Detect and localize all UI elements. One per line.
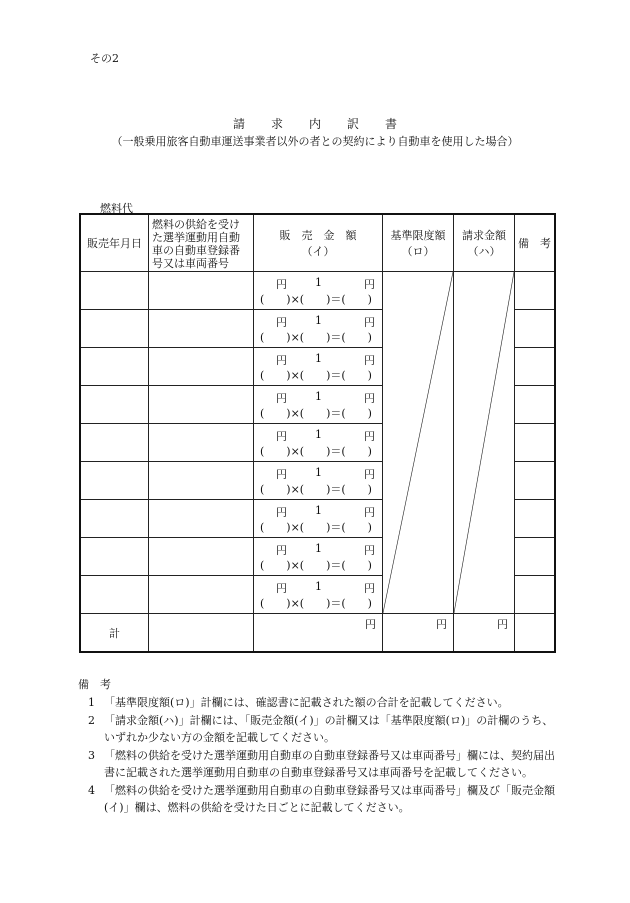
note-text: 「基準限度額(ロ)」計欄には、確認書に記載された額の合計を記載してください。 [104,696,509,709]
header-vehicle-line: 車の自動車登録番 [152,244,240,257]
amount-cell[interactable] [254,462,383,500]
amount-formula: ( )×( )＝( ) [260,407,372,420]
header-amount-sub: （イ） [301,245,335,258]
note-cell[interactable] [515,348,556,386]
amount-formula: ( )×( )＝( ) [260,369,372,382]
request-diagonal-cell [454,272,515,614]
yen-unit: 円 [436,618,447,631]
date-cell[interactable] [80,386,149,424]
yen-unit: 円 [364,468,375,481]
header-limit-label: 基準限度額 [390,229,446,242]
title-char: 書 [385,117,398,131]
unit-one: 1 [315,580,322,593]
total-label: 計 [80,614,149,653]
note-text: 「燃料の供給を受けた選挙運動用自動車の自動車登録番号又は車両番号」欄及び「販売金額(イ)」欄は、燃料の供給を受けた日ごとに記載してください。 [104,784,555,814]
vehicle-cell[interactable] [149,462,254,500]
header-vehicle [149,214,254,272]
note-item [88,694,558,711]
page-subtitle: （一般乗用旅客自動車運送事業者以外の者との契約により自動車を使用した場合） [111,135,519,148]
note-cell[interactable] [515,576,556,614]
yen-unit: 円 [276,506,287,519]
amount-cell[interactable] [254,538,383,576]
note-item [88,782,558,816]
amount-formula: ( )×( )＝( ) [260,445,372,458]
note-cell[interactable] [515,310,556,348]
total-vehicle-cell[interactable] [149,614,254,653]
header-vehicle-line: 燃料の供給を受け [152,218,240,231]
date-cell[interactable] [80,348,149,386]
note-cell[interactable] [515,500,556,538]
amount-formula: ( )×( )＝( ) [260,483,372,496]
note-cell[interactable] [515,424,556,462]
yen-unit: 円 [365,618,376,631]
note-text: 「請求金額(ハ)」計欄には、「販売金額(イ)」の計欄又は「基準限度額(ロ)」の計欄のうち、いずれか少ない方の金額を記載してください。 [104,714,554,744]
date-cell[interactable] [80,538,149,576]
unit-one: 1 [315,352,322,365]
vehicle-cell[interactable] [149,500,254,538]
unit-one: 1 [315,542,322,555]
date-cell[interactable] [80,462,149,500]
amount-cell[interactable] [254,310,383,348]
vehicle-cell[interactable] [149,272,254,310]
vehicle-cell[interactable] [149,310,254,348]
header-date: 販売年月日 [80,214,149,272]
yen-unit: 円 [276,544,287,557]
limit-diagonal-cell [383,272,454,614]
title-char: 請 [232,117,245,131]
total-limit-cell[interactable] [383,614,454,653]
date-cell[interactable] [80,576,149,614]
unit-one: 1 [315,314,322,327]
vehicle-cell[interactable] [149,348,254,386]
yen-unit: 円 [364,354,375,367]
unit-one: 1 [315,276,322,289]
unit-one: 1 [315,466,322,479]
date-cell[interactable] [80,310,149,348]
vehicle-cell[interactable] [149,538,254,576]
yen-unit: 円 [276,316,287,329]
header-amount-label: 販 売 金 額 [279,229,357,242]
total-request-cell[interactable] [454,614,515,653]
vehicle-cell[interactable] [149,576,254,614]
note-number: 3 [88,749,95,762]
note-number: 2 [88,714,95,727]
total-row [80,614,555,653]
yen-unit: 円 [364,582,375,595]
total-amount-cell[interactable] [254,614,383,653]
amount-cell[interactable] [254,576,383,614]
yen-unit: 円 [364,430,375,443]
note-text: 「燃料の供給を受けた選挙運動用自動車の自動車登録番号又は車両番号」欄には、契約届出書に記載された選挙運動用自動車の自動車登録番号又は車両番号を記載してください。 [104,749,555,779]
yen-unit: 円 [276,582,287,595]
amount-formula: ( )×( )＝( ) [260,331,372,344]
amount-cell[interactable] [254,272,383,310]
amount-cell[interactable] [254,386,383,424]
yen-unit: 円 [497,618,508,631]
table-header-row [80,214,555,272]
header-note: 備 考 [515,214,556,272]
yen-unit: 円 [276,278,287,291]
amount-formula: ( )×( )＝( ) [260,597,372,610]
note-item [88,712,558,746]
unit-one: 1 [315,428,322,441]
yen-unit: 円 [364,278,375,291]
header-request-label: 請求金額 [462,229,506,242]
title-char: 訳 [347,117,360,131]
note-item [88,747,558,781]
note-cell[interactable] [515,462,556,500]
page-title [0,115,630,132]
amount-cell[interactable] [254,500,383,538]
notes-title: 備 考 [78,678,111,691]
header-limit [383,214,454,272]
section-label: 燃料代 [100,202,133,215]
diagonal-slash [454,272,514,613]
amount-cell[interactable] [254,348,383,386]
header-request-sub: （ハ） [467,245,501,258]
date-cell[interactable] [80,500,149,538]
date-cell[interactable] [80,272,149,310]
yen-unit: 円 [276,392,287,405]
yen-unit: 円 [276,430,287,443]
title-char: 求 [270,117,283,131]
page-label: その2 [90,52,119,65]
header-amount [254,214,383,272]
yen-unit: 円 [276,468,287,481]
yen-unit: 円 [364,392,375,405]
vehicle-cell[interactable] [149,424,254,462]
amount-formula: ( )×( )＝( ) [260,559,372,572]
title-char: 内 [308,117,321,131]
yen-unit: 円 [364,506,375,519]
header-limit-sub: （ロ） [401,245,435,258]
header-vehicle-line: 号又は車両番号 [152,257,229,270]
note-cell[interactable] [515,272,556,310]
unit-one: 1 [315,504,322,517]
unit-one: 1 [315,390,322,403]
amount-cell[interactable] [254,424,383,462]
note-cell[interactable] [515,386,556,424]
yen-unit: 円 [364,316,375,329]
yen-unit: 円 [276,354,287,367]
note-number: 4 [88,784,95,797]
header-request [454,214,515,272]
header-vehicle-line: た選挙運動用自動 [152,231,240,244]
amount-formula: ( )×( )＝( ) [260,293,372,306]
fuel-cost-table [79,213,556,653]
total-note-cell[interactable] [515,614,556,653]
yen-unit: 円 [364,544,375,557]
table-row [80,272,555,310]
diagonal-slash [383,272,453,613]
note-cell[interactable] [515,538,556,576]
vehicle-cell[interactable] [149,386,254,424]
amount-formula: ( )×( )＝( ) [260,521,372,534]
date-cell[interactable] [80,424,149,462]
note-number: 1 [88,696,95,709]
